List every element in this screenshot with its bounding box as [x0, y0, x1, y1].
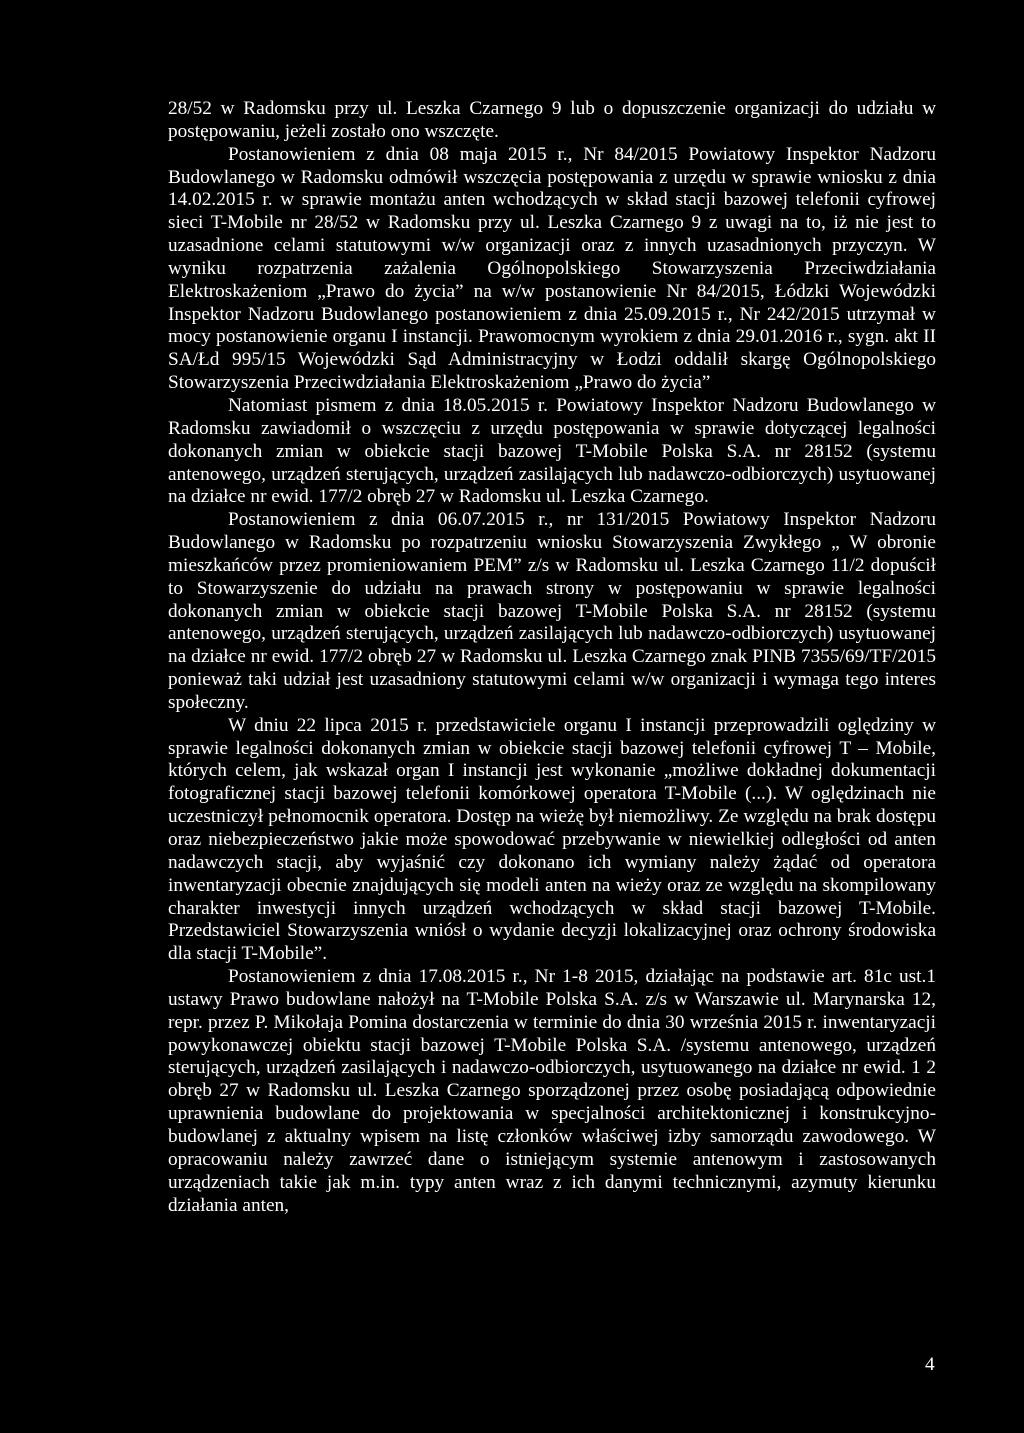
paragraph-5: W dniu 22 lipca 2015 r. przedstawiciele organu I instancji przeprowadzili oględziny w sprawie legalności dokonanych zmian w obiekcie stacji bazowej telefonii cyfrowej T – Mobile, których celem, jak wskazał organ I instancji jest wykonanie „możliwe dokładnej dokumentacji fotograficznej stacji bazowej telefonii komórkowej operatora T-Mobile (...). W oględzinach nie uczestniczył pełnomocnik operatora. Dostęp na wieżę był niemożliwy. Ze względu na brak dostępu oraz niebezpieczeństwo jakie może spowodować przebywanie w niewielkiej odległości od anten nadawczych stacji, aby wyjaśnić czy dokonano ich wymiany należy żądać od operatora inwentaryzacji obecnie znajdujących się modeli anten na wieży oraz ze względu na skompilowany charakter inwestycji innych urządzeń wchodzących w skład stacji bazowej T-Mobile. Przedstawiciel Stowarzyszenia wniósł o wydanie decyzji lokalizacyjnej oraz ochrony środowiska dla stacji T-Mobile”.	[168, 714, 936, 965]
page-number: 4	[925, 1354, 935, 1375]
paragraph-3: Natomiast pismem z dnia 18.05.2015 r. Powiatowy Inspektor Nadzoru Budowlanego w Radomsku zawiadomił o wszczęciu z urzędu postępowania w sprawie dotyczącej legalności dokonanych zmian w obiekcie stacji bazowej T-Mobile Polska S.A. nr 28152 (systemu antenowego, urządzeń sterujących, urządzeń zasilających lub nadawczo-odbiorczych) usytuowanej na działce nr ewid. 177/2 obręb 27 w Radomsku ul. Leszka Czarnego.	[168, 394, 936, 508]
paragraph-2: Postanowieniem z dnia 08 maja 2015 r., Nr 84/2015 Powiatowy Inspektor Nadzoru Budowlanego w Radomsku odmówił wszczęcia postępowania z urzędu w sprawie wniosku z dnia 14.02.2015 r. w sprawie montażu anten wchodzących w skład stacji bazowej telefonii cyfrowej sieci T-Mobile nr 28/52 w Radomsku przy ul. Leszka Czarnego 9 z uwagi na to, iż nie jest to uzasadnione celami statutowymi w/w organizacji oraz z innych uzasadnionych przyczyn. W wyniku rozpatrzenia zażalenia Ogólnopolskiego Stowarzyszenia Przeciwdziałania Elektroskażeniom „Prawo do życia” na w/w postanowienie Nr 84/2015, Łódzki Wojewódzki Inspektor Nadzoru Budowlanego postanowieniem z dnia 25.09.2015 r., Nr 242/2015 utrzymał w mocy postanowienie organu I instancji. Prawomocnym wyrokiem z dnia 29.01.2016 r., sygn. akt II SA/Łd 995/15 Wojewódzki Sąd Administracyjny w Łodzi oddalił skargę Ogólnopolskiego Stowarzyszenia Przeciwdziałania Elektroskażeniom „Prawo do życia”	[168, 143, 936, 394]
document-page	[168, 98, 936, 1217]
paragraph-4: Postanowieniem z dnia 06.07.2015 r., nr 131/2015 Powiatowy Inspektor Nadzoru Budowlanego w Radomsku po rozpatrzeniu wniosku Stowarzyszenia Zwykłego „ W obronie mieszkańców przez promieniowaniem PEM” z/s w Radomsku ul. Leszka Czarnego 11/2 dopuścił to Stowarzyszenie do udziału na prawach strony w postępowaniu w sprawie legalności dokonanych zmian w obiekcie stacji bazowej T-Mobile Polska S.A. nr 28152 (systemu antenowego, urządzeń sterujących, urządzeń zasilających lub nadawczo-odbiorczych) usytuowanej na działce nr ewid. 177/2 obręb 27 w Radomsku ul. Leszka Czarnego znak PINB 7355/69/TF/2015 ponieważ taki udział jest uzasadniony statutowymi celami w/w organizacji i wymaga tego interes społeczny.	[168, 509, 936, 713]
paragraph-6: Postanowieniem z dnia 17.08.2015 r., Nr 1-8 2015, działając na podstawie art. 81c ust.1 ustawy Prawo budowlane nałożył na T-Mobile Polska S.A. z/s w Warszawie ul. Marynarska 12, repr. przez P. Mikołaja Pomina dostarczenia w terminie do dnia 30 września 2015 r. inwentaryzacji powykonawczej obiektu stacji bazowej T-Mobile Polska S.A. /systemu antenowego, urządzeń sterujących, urządzeń zasilających i nadawczo-odbiorczych, usytuowanego na działce nr ewid. 1 2 obręb 27 w Radomsku ul. Leszka Czarnego sporządzonej przez osobę posiadającą odpowiednie uprawnienia budowlane do projektowania w specjalności architektonicznej i konstrukcyjno-budowlanej z aktualny wpisem na listę członków właściwej izby samorządu zawodowego. W opracowaniu należy zawrzeć dane o istniejącym systemie antenowym i zastosowanych urządzeniach takie jak m.in. typy anten wraz z ich danymi technicznymi, azymuty kierunku działania anten,	[168, 966, 936, 1216]
paragraph-1: 28/52 w Radomsku przy ul. Leszka Czarnego 9 lub o dopuszczenie organizacji do udziału w postępowaniu, jeżeli zostało ono wszczęte.	[168, 98, 936, 142]
